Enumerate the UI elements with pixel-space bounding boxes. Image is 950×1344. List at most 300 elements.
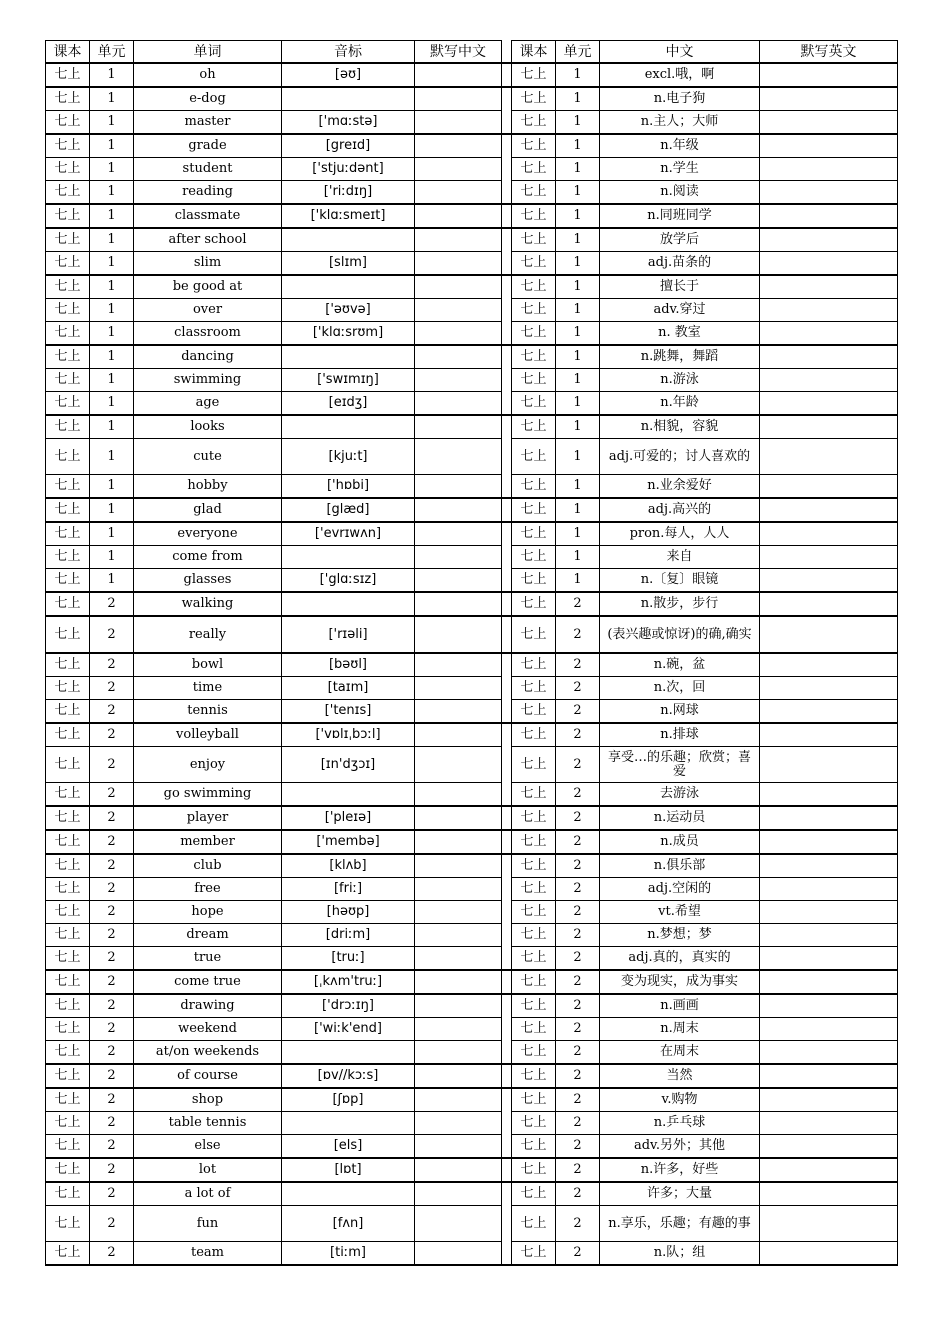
unit-cell: 2 [90, 854, 134, 878]
chinese-cell: 去游泳 [600, 783, 760, 807]
book-cell-right: 七上 [512, 1018, 556, 1041]
word-cell: cute [134, 439, 282, 475]
chinese-cell: (表兴趣或惊讶)的确,确实 [600, 616, 760, 653]
phonetic-cell [282, 345, 415, 369]
book-cell-right: 七上 [512, 747, 556, 783]
dictation-english-cell[interactable] [760, 1088, 898, 1112]
dictation-english-cell[interactable] [760, 616, 898, 653]
dictation-english-cell[interactable] [760, 228, 898, 252]
unit-cell-right: 2 [556, 1206, 600, 1242]
dictation-chinese-cell[interactable] [415, 616, 502, 653]
unit-cell: 1 [90, 111, 134, 135]
book-cell-right: 七上 [512, 653, 556, 677]
column-gap [502, 299, 512, 322]
phonetic-cell: ['riːdɪŋ] [282, 181, 415, 205]
dictation-chinese-cell[interactable] [415, 228, 502, 252]
dictation-english-cell[interactable] [760, 653, 898, 677]
column-gap [502, 322, 512, 346]
dictation-chinese-cell[interactable] [415, 924, 502, 947]
chinese-cell: n.次，回 [600, 677, 760, 700]
book-cell: 七上 [46, 392, 90, 416]
header-phonetic: 音标 [282, 41, 415, 64]
dictation-chinese-cell[interactable] [415, 475, 502, 499]
dictation-english-cell[interactable] [760, 1158, 898, 1182]
column-gap [502, 134, 512, 158]
dictation-chinese-cell[interactable] [415, 392, 502, 416]
unit-cell: 2 [90, 878, 134, 901]
dictation-chinese-cell[interactable] [415, 947, 502, 971]
dictation-english-cell[interactable] [760, 392, 898, 416]
dictation-chinese-cell[interactable] [415, 901, 502, 924]
book-cell: 七上 [46, 439, 90, 475]
dictation-english-cell[interactable] [760, 299, 898, 322]
phonetic-cell: [ɒv//kɔːs] [282, 1064, 415, 1088]
unit-cell: 2 [90, 677, 134, 700]
dictation-chinese-cell[interactable] [415, 1242, 502, 1266]
dictation-english-cell[interactable] [760, 369, 898, 392]
book-cell-right: 七上 [512, 392, 556, 416]
dictation-chinese-cell[interactable] [415, 63, 502, 87]
dictation-chinese-cell[interactable] [415, 415, 502, 439]
column-gap [502, 1112, 512, 1135]
unit-cell: 2 [90, 1112, 134, 1135]
phonetic-cell: ['hɒbi] [282, 475, 415, 499]
book-cell-right: 七上 [512, 1242, 556, 1266]
word-cell: age [134, 392, 282, 416]
table-row [46, 415, 898, 439]
book-cell: 七上 [46, 1206, 90, 1242]
phonetic-cell [282, 415, 415, 439]
chinese-cell: n.队；组 [600, 1242, 760, 1266]
chinese-cell: n.同班同学 [600, 204, 760, 228]
unit-cell-right: 2 [556, 1018, 600, 1041]
phonetic-cell [282, 228, 415, 252]
word-cell: club [134, 854, 282, 878]
unit-cell: 2 [90, 747, 134, 783]
phonetic-cell: ['pleɪə] [282, 806, 415, 830]
word-cell: shop [134, 1088, 282, 1112]
dictation-chinese-cell[interactable] [415, 830, 502, 854]
table-row [46, 1018, 898, 1041]
unit-cell: 1 [90, 63, 134, 87]
dictation-chinese-cell[interactable] [415, 994, 502, 1018]
unit-cell: 2 [90, 947, 134, 971]
book-cell-right: 七上 [512, 700, 556, 724]
dictation-english-cell[interactable] [760, 134, 898, 158]
unit-cell-right: 1 [556, 369, 600, 392]
table-row [46, 1242, 898, 1266]
dictation-english-cell[interactable] [760, 546, 898, 569]
unit-cell: 2 [90, 723, 134, 747]
column-gap [502, 700, 512, 724]
chinese-cell: vt.希望 [600, 901, 760, 924]
book-cell: 七上 [46, 87, 90, 111]
dictation-english-cell[interactable] [760, 439, 898, 475]
word-cell: time [134, 677, 282, 700]
chinese-cell: n.主人；大师 [600, 111, 760, 135]
unit-cell: 2 [90, 994, 134, 1018]
dictation-chinese-cell[interactable] [415, 747, 502, 783]
chinese-cell: n.乒乓球 [600, 1112, 760, 1135]
phonetic-cell: [truː] [282, 947, 415, 971]
unit-cell-right: 2 [556, 994, 600, 1018]
chinese-cell: n.年龄 [600, 392, 760, 416]
dictation-english-cell[interactable] [760, 994, 898, 1018]
dictation-chinese-cell[interactable] [415, 677, 502, 700]
unit-cell-right: 1 [556, 299, 600, 322]
dictation-chinese-cell[interactable] [415, 522, 502, 546]
phonetic-cell: ['glɑːsɪz] [282, 569, 415, 593]
column-gap [502, 475, 512, 499]
book-cell: 七上 [46, 204, 90, 228]
word-cell: classmate [134, 204, 282, 228]
phonetic-cell: [glæd] [282, 498, 415, 522]
column-gap [502, 392, 512, 416]
chinese-cell: n.业余爱好 [600, 475, 760, 499]
dictation-english-cell[interactable] [760, 970, 898, 994]
chinese-cell: adv.另外；其他 [600, 1135, 760, 1159]
dictation-chinese-cell[interactable] [415, 546, 502, 569]
dictation-chinese-cell[interactable] [415, 1206, 502, 1242]
dictation-english-cell[interactable] [760, 498, 898, 522]
unit-cell-right: 2 [556, 806, 600, 830]
word-cell: classroom [134, 322, 282, 346]
unit-cell: 2 [90, 1206, 134, 1242]
dictation-chinese-cell[interactable] [415, 252, 502, 276]
unit-cell: 1 [90, 345, 134, 369]
book-cell-right: 七上 [512, 439, 556, 475]
unit-cell-right: 2 [556, 854, 600, 878]
book-cell: 七上 [46, 369, 90, 392]
dictation-english-cell[interactable] [760, 878, 898, 901]
unit-cell-right: 2 [556, 830, 600, 854]
dictation-english-cell[interactable] [760, 1064, 898, 1088]
unit-cell-right: 1 [556, 415, 600, 439]
table-row [46, 1158, 898, 1182]
table-row [46, 854, 898, 878]
column-gap [502, 275, 512, 299]
word-cell: enjoy [134, 747, 282, 783]
chinese-cell: adj.真的，真实的 [600, 947, 760, 971]
chinese-cell: n.排球 [600, 723, 760, 747]
dictation-chinese-cell[interactable] [415, 369, 502, 392]
table-row [46, 878, 898, 901]
phonetic-cell: [ʃɒp] [282, 1088, 415, 1112]
dictation-chinese-cell[interactable] [415, 1112, 502, 1135]
chinese-cell: 当然 [600, 1064, 760, 1088]
chinese-cell: n.许多，好些 [600, 1158, 760, 1182]
book-cell-right: 七上 [512, 63, 556, 87]
dictation-english-cell[interactable] [760, 806, 898, 830]
unit-cell: 2 [90, 924, 134, 947]
word-cell: hobby [134, 475, 282, 499]
book-cell: 七上 [46, 181, 90, 205]
dictation-english-cell[interactable] [760, 1041, 898, 1065]
word-cell: be good at [134, 275, 282, 299]
dictation-chinese-cell[interactable] [415, 1018, 502, 1041]
dictation-english-cell[interactable] [760, 181, 898, 205]
unit-cell: 1 [90, 392, 134, 416]
unit-cell-right: 2 [556, 1158, 600, 1182]
dictation-english-cell[interactable] [760, 901, 898, 924]
dictation-chinese-cell[interactable] [415, 783, 502, 807]
table-row [46, 700, 898, 724]
dictation-chinese-cell[interactable] [415, 1041, 502, 1065]
unit-cell: 1 [90, 569, 134, 593]
column-gap [502, 806, 512, 830]
dictation-chinese-cell[interactable] [415, 299, 502, 322]
unit-cell: 1 [90, 252, 134, 276]
phonetic-cell: [friː] [282, 878, 415, 901]
book-cell-right: 七上 [512, 878, 556, 901]
book-cell: 七上 [46, 994, 90, 1018]
word-cell: walking [134, 592, 282, 616]
column-gap [502, 1242, 512, 1266]
book-cell: 七上 [46, 901, 90, 924]
phonetic-cell: [tiːm] [282, 1242, 415, 1266]
book-cell-right: 七上 [512, 1182, 556, 1206]
table-row [46, 522, 898, 546]
dictation-english-cell[interactable] [760, 345, 898, 369]
dictation-chinese-cell[interactable] [415, 1182, 502, 1206]
dictation-english-cell[interactable] [760, 924, 898, 947]
dictation-chinese-cell[interactable] [415, 806, 502, 830]
book-cell-right: 七上 [512, 806, 556, 830]
dictation-english-cell[interactable] [760, 415, 898, 439]
dictation-english-cell[interactable] [760, 592, 898, 616]
unit-cell-right: 1 [556, 546, 600, 569]
dictation-english-cell[interactable] [760, 63, 898, 87]
word-cell: hope [134, 901, 282, 924]
dictation-english-cell[interactable] [760, 158, 898, 181]
phonetic-cell: [lɒt] [282, 1158, 415, 1182]
chinese-cell: n.梦想；梦 [600, 924, 760, 947]
dictation-english-cell[interactable] [760, 830, 898, 854]
column-gap [502, 723, 512, 747]
word-cell: oh [134, 63, 282, 87]
dictation-chinese-cell[interactable] [415, 275, 502, 299]
dictation-english-cell[interactable] [760, 1242, 898, 1266]
chinese-cell: n.享乐，乐趣；有趣的事 [600, 1206, 760, 1242]
dictation-chinese-cell[interactable] [415, 158, 502, 181]
column-gap [502, 439, 512, 475]
dictation-chinese-cell[interactable] [415, 723, 502, 747]
book-cell: 七上 [46, 1242, 90, 1266]
phonetic-cell: [ˌkʌm'truː] [282, 970, 415, 994]
unit-cell-right: 1 [556, 275, 600, 299]
dictation-chinese-cell[interactable] [415, 569, 502, 593]
chinese-cell: 放学后 [600, 228, 760, 252]
book-cell-right: 七上 [512, 204, 556, 228]
column-gap [502, 345, 512, 369]
book-cell: 七上 [46, 158, 90, 181]
dictation-chinese-cell[interactable] [415, 854, 502, 878]
dictation-english-cell[interactable] [760, 1206, 898, 1242]
dictation-chinese-cell[interactable] [415, 700, 502, 724]
unit-cell: 1 [90, 475, 134, 499]
unit-cell-right: 1 [556, 522, 600, 546]
table-row [46, 299, 898, 322]
dictation-chinese-cell[interactable] [415, 1064, 502, 1088]
dictation-english-cell[interactable] [760, 1135, 898, 1159]
word-cell: dancing [134, 345, 282, 369]
word-cell: lot [134, 1158, 282, 1182]
phonetic-cell: [əʊ] [282, 63, 415, 87]
dictation-chinese-cell[interactable] [415, 134, 502, 158]
unit-cell-right: 2 [556, 1041, 600, 1065]
dictation-chinese-cell[interactable] [415, 878, 502, 901]
word-cell: after school [134, 228, 282, 252]
dictation-chinese-cell[interactable] [415, 1158, 502, 1182]
book-cell: 七上 [46, 522, 90, 546]
dictation-english-cell[interactable] [760, 1182, 898, 1206]
chinese-cell: n.学生 [600, 158, 760, 181]
word-cell: come true [134, 970, 282, 994]
dictation-chinese-cell[interactable] [415, 322, 502, 346]
book-cell-right: 七上 [512, 546, 556, 569]
table-row [46, 1135, 898, 1159]
book-cell: 七上 [46, 806, 90, 830]
word-cell: dream [134, 924, 282, 947]
dictation-english-cell[interactable] [760, 854, 898, 878]
unit-cell: 1 [90, 546, 134, 569]
column-gap [502, 181, 512, 205]
header-word: 单词 [134, 41, 282, 64]
unit-cell: 2 [90, 1041, 134, 1065]
book-cell: 七上 [46, 1182, 90, 1206]
dictation-chinese-cell[interactable] [415, 345, 502, 369]
table-row [46, 677, 898, 700]
unit-cell-right: 1 [556, 475, 600, 499]
chinese-cell: n.周末 [600, 1018, 760, 1041]
book-cell-right: 七上 [512, 723, 556, 747]
dictation-chinese-cell[interactable] [415, 181, 502, 205]
book-cell-right: 七上 [512, 275, 556, 299]
book-cell-right: 七上 [512, 522, 556, 546]
phonetic-cell: [fʌn] [282, 1206, 415, 1242]
dictation-english-cell[interactable] [760, 275, 898, 299]
book-cell: 七上 [46, 299, 90, 322]
book-cell-right: 七上 [512, 1112, 556, 1135]
unit-cell-right: 1 [556, 498, 600, 522]
dictation-english-cell[interactable] [760, 569, 898, 593]
dictation-english-cell[interactable] [760, 747, 898, 783]
dictation-english-cell[interactable] [760, 322, 898, 346]
book-cell: 七上 [46, 1064, 90, 1088]
phonetic-cell: [bəʊl] [282, 653, 415, 677]
word-cell: reading [134, 181, 282, 205]
table-row [46, 830, 898, 854]
book-cell-right: 七上 [512, 677, 556, 700]
dictation-chinese-cell[interactable] [415, 592, 502, 616]
unit-cell: 2 [90, 1064, 134, 1088]
phonetic-cell: ['mɑːstə] [282, 111, 415, 135]
column-gap [502, 901, 512, 924]
unit-cell-right: 1 [556, 181, 600, 205]
unit-cell-right: 2 [556, 1088, 600, 1112]
phonetic-cell: [taɪm] [282, 677, 415, 700]
book-cell-right: 七上 [512, 854, 556, 878]
unit-cell: 2 [90, 1018, 134, 1041]
dictation-chinese-cell[interactable] [415, 1088, 502, 1112]
dictation-english-cell[interactable] [760, 723, 898, 747]
dictation-english-cell[interactable] [760, 252, 898, 276]
chinese-cell: n.〔复〕眼镜 [600, 569, 760, 593]
dictation-english-cell[interactable] [760, 475, 898, 499]
word-cell: of course [134, 1064, 282, 1088]
phonetic-cell: ['tenɪs] [282, 700, 415, 724]
unit-cell: 2 [90, 1158, 134, 1182]
book-cell-right: 七上 [512, 322, 556, 346]
unit-cell: 2 [90, 653, 134, 677]
table-row [46, 228, 898, 252]
header-book-right: 课本 [512, 41, 556, 64]
table-row [46, 1064, 898, 1088]
book-cell-right: 七上 [512, 947, 556, 971]
dictation-chinese-cell[interactable] [415, 111, 502, 135]
dictation-chinese-cell[interactable] [415, 970, 502, 994]
dictation-chinese-cell[interactable] [415, 204, 502, 228]
column-gap [502, 522, 512, 546]
dictation-english-cell[interactable] [760, 204, 898, 228]
dictation-english-cell[interactable] [760, 677, 898, 700]
book-cell: 七上 [46, 653, 90, 677]
unit-cell: 1 [90, 415, 134, 439]
word-cell: team [134, 1242, 282, 1266]
dictation-english-cell[interactable] [760, 522, 898, 546]
chinese-cell: n.运动员 [600, 806, 760, 830]
dictation-english-cell[interactable] [760, 700, 898, 724]
column-gap [502, 783, 512, 807]
unit-cell: 1 [90, 275, 134, 299]
unit-cell: 2 [90, 970, 134, 994]
unit-cell-right: 1 [556, 322, 600, 346]
chinese-cell: n.碗，盆 [600, 653, 760, 677]
column-gap [502, 1064, 512, 1088]
dictation-chinese-cell[interactable] [415, 498, 502, 522]
word-cell: come from [134, 546, 282, 569]
dictation-english-cell[interactable] [760, 1112, 898, 1135]
dictation-english-cell[interactable] [760, 87, 898, 111]
dictation-english-cell[interactable] [760, 783, 898, 807]
book-cell: 七上 [46, 854, 90, 878]
dictation-chinese-cell[interactable] [415, 653, 502, 677]
phonetic-cell: ['rɪəli] [282, 616, 415, 653]
header-dictation-english: 默写英文 [760, 41, 898, 64]
unit-cell-right: 2 [556, 901, 600, 924]
dictation-chinese-cell[interactable] [415, 1135, 502, 1159]
word-cell: member [134, 830, 282, 854]
table-row [46, 1088, 898, 1112]
dictation-english-cell[interactable] [760, 947, 898, 971]
column-gap [502, 41, 512, 64]
word-cell: else [134, 1135, 282, 1159]
book-cell-right: 七上 [512, 111, 556, 135]
dictation-english-cell[interactable] [760, 111, 898, 135]
table-row [46, 653, 898, 677]
dictation-chinese-cell[interactable] [415, 87, 502, 111]
unit-cell-right: 2 [556, 878, 600, 901]
column-gap [502, 252, 512, 276]
unit-cell-right: 1 [556, 87, 600, 111]
table-row [46, 616, 898, 653]
word-cell: fun [134, 1206, 282, 1242]
column-gap [502, 111, 512, 135]
dictation-english-cell[interactable] [760, 1018, 898, 1041]
word-cell: table tennis [134, 1112, 282, 1135]
dictation-chinese-cell[interactable] [415, 439, 502, 475]
column-gap [502, 924, 512, 947]
